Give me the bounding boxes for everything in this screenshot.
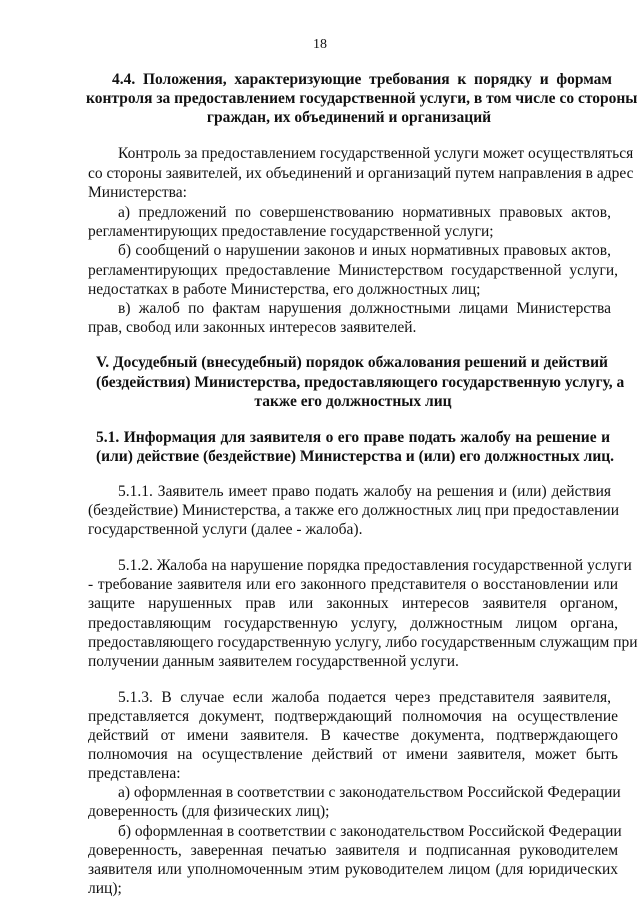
section-heading-line: V. Досудебный (внесудебный) порядок обжалования решений и действий: [96, 354, 608, 371]
text-line: представлена:: [88, 765, 181, 782]
text-line: - требование заявителя или его законного представителя о восстановлении или: [88, 576, 618, 593]
text-line: предоставляющим государственную услугу, должностным лицом органа,: [88, 615, 618, 632]
text-line: б) оформленная в соответствии с законодательством Российской Федерации: [118, 823, 622, 840]
text-line: а) оформленная в соответствии с законодательством Российской Федерации: [118, 784, 621, 801]
heading-line: 4.4. Положения, характеризующие требования к порядку и формам: [112, 71, 612, 88]
heading-line: граждан, их объединений и организаций: [206, 109, 492, 126]
text-line: регламентирующих предоставление государственной услуги;: [88, 223, 494, 240]
text-line: получении данным заявителем государственной услуги.: [88, 653, 459, 670]
text-line: прав, свобод или законных интересов заявителей.: [88, 319, 417, 336]
text-line: представляется документ, подтверждающий полномочия на осуществление: [88, 708, 618, 725]
text-line: Министерства:: [88, 184, 187, 201]
text-line: действий от имени заявителя. В качестве документа, подтверждающего: [88, 727, 618, 744]
text-line: доверенность (для физических лиц);: [88, 803, 330, 820]
text-line: недостатках в работе Министерства, его должностных лиц;: [88, 281, 481, 298]
list-item-a: а) предложений по совершенствованию нормативных правовых актов,: [118, 204, 611, 221]
text-line: со стороны заявителей, их объединений и организаций путем направления в адрес: [88, 165, 634, 182]
text-line: 5.1.3. В случае если жалоба подается через представителя заявителя,: [118, 689, 611, 706]
list-item-v: в) жалоб по фактам нарушения должностными лицами Министерства: [118, 300, 611, 317]
subsection-heading-line: (или) действие (бездействие) Министерства и (или) его должностных лиц.: [96, 448, 615, 465]
text-line: 5.1.1. Заявитель имеет право подать жалобу на решения и (или) действия: [118, 483, 611, 500]
text-line: Контроль за предоставлением государственной услуги может осуществляться: [118, 145, 634, 162]
text-line: 5.1.2. Жалоба на нарушение порядка предоставления государственной услуги: [118, 557, 632, 574]
text-line: (бездействие) Министерства, а также его должностных лиц при предоставлении: [88, 502, 619, 519]
text-line: государственной услуги (далее - жалоба).: [88, 521, 363, 538]
text-line: заявителя или уполномоченным этим руководителем лицом (для юридических: [88, 861, 618, 878]
text-line: предоставляющего государственную услугу, либо государственным служащим при: [88, 634, 638, 651]
section-heading-line: также его должностных лиц: [254, 393, 452, 410]
text-line: регламентирующих предоставление Министерством государственной услуги,: [88, 262, 618, 279]
list-item-b: б) сообщений о нарушении законов и иных нормативных правовых актов,: [118, 242, 611, 259]
heading-line: контроля за предоставлением государственной услуги, в том числе со стороны: [86, 90, 638, 107]
section-heading-line: (бездействия) Министерства, предоставляющего государственную услугу, а: [96, 374, 625, 391]
text-line: защите нарушенных прав или законных интересов заявителя органом,: [88, 595, 618, 612]
text-line: доверенность, заверенная печатью заявителя и подписанная руководителем: [88, 842, 618, 859]
page-number: 18: [313, 37, 327, 52]
text-line: полномочия на осуществление действий от имени заявителя, может быть: [88, 746, 618, 763]
text-line: лиц);: [88, 880, 122, 897]
subsection-heading-line: 5.1. Информация для заявителя о его праве подать жалобу на решение и: [96, 429, 610, 446]
